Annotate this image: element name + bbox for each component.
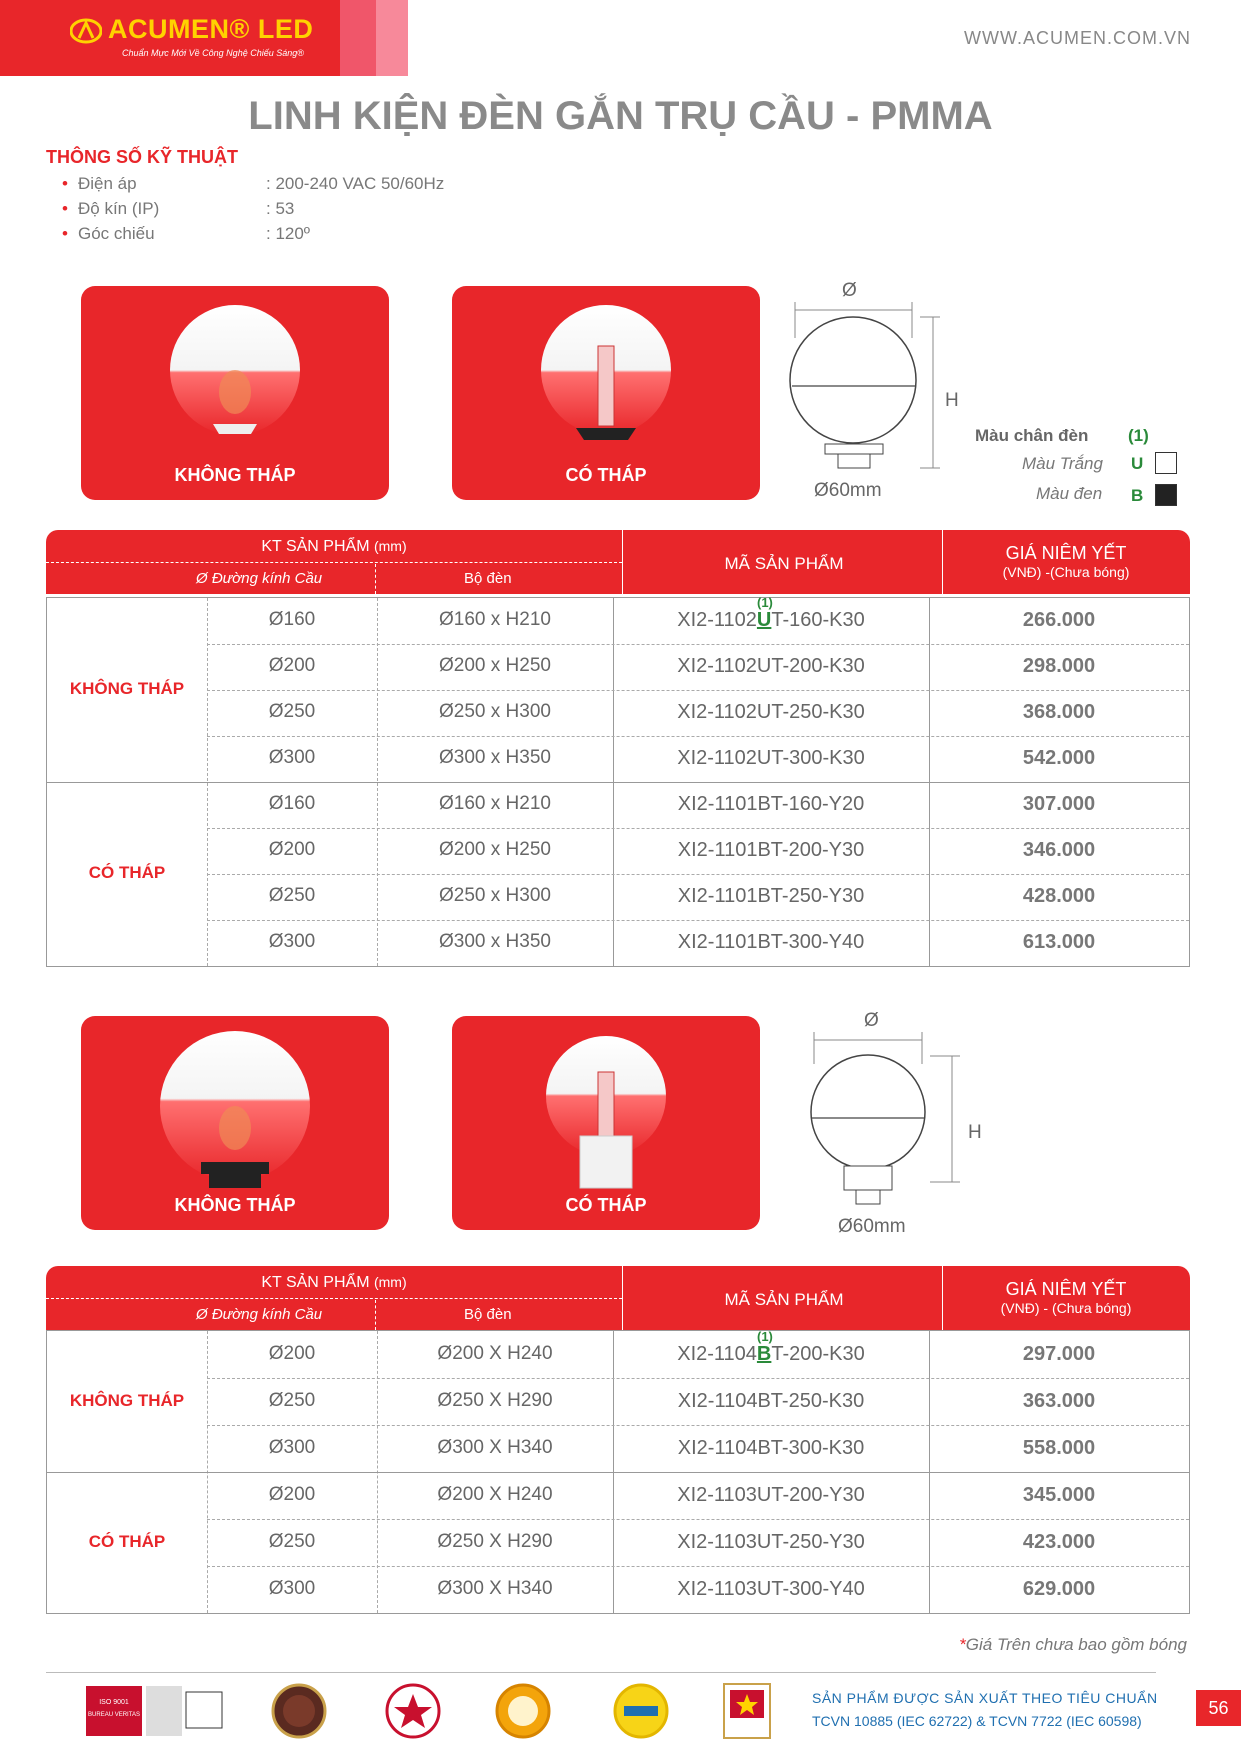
table-row — [207, 1484, 1189, 1508]
cell-diameter: Ø250 — [268, 885, 316, 906]
cell-size: Ø300 X H340 — [437, 1436, 553, 1458]
cell-product-code: XI2-1101BT-200-Y30 — [677, 839, 865, 861]
cell-diameter: Ø250 — [268, 1389, 316, 1411]
cell-product-code: XI2-1104BT-200-K30 (1) — [677, 1328, 865, 1365]
legend-white-code: U — [1131, 454, 1144, 473]
cell-size: Ø160 x H210 — [439, 793, 551, 814]
cell-diameter: Ø300 — [268, 1577, 316, 1599]
cell-price: 363.000 — [1022, 1389, 1096, 1412]
table-row — [207, 1531, 1189, 1555]
vietnam-award-icon — [718, 1682, 776, 1740]
header-fixture: Bộ đèn — [464, 1306, 512, 1323]
spec-label: Độ kín (IP) — [78, 199, 160, 218]
cell-diameter: Ø160 — [268, 793, 316, 814]
cell-diameter: Ø250 — [268, 1530, 316, 1552]
cell-size: Ø250 x H300 — [439, 701, 551, 722]
card-caption: CÓ THÁP — [565, 465, 647, 485]
cell-diameter: Ø200 — [268, 839, 316, 860]
cell-size: Ø200 x H250 — [439, 839, 551, 860]
cell-size: Ø160 x H210 — [439, 609, 551, 630]
price-table-1 — [46, 530, 1190, 970]
cell-size: Ø250 x H300 — [439, 885, 551, 906]
cell-product-code: XI2-1103UT-250-Y30 — [677, 1530, 865, 1553]
website-link[interactable]: WWW.ACUMEN.COM.VN — [964, 28, 1191, 48]
header-kt: KT SẢN PHẨM (mm) — [261, 538, 407, 555]
standard-heading: SẢN PHẨM ĐƯỢC SẢN XUẤT THEO TIÊU CHUẨN — [812, 1690, 1158, 1706]
gold-trust-icon — [270, 1682, 328, 1740]
cell-product-code: XI2-1104BT-250-K30 — [677, 1389, 865, 1412]
cell-price: 266.000 — [1022, 609, 1096, 631]
well-known-icon — [612, 1682, 670, 1740]
cell-price: 428.000 — [1022, 885, 1096, 907]
footnote-ref: (1) — [757, 595, 773, 610]
price-table-2 — [46, 1266, 1190, 1626]
card-caption: CÓ THÁP — [565, 1195, 647, 1215]
cell-diameter: Ø300 — [268, 747, 316, 768]
cell-diameter: Ø250 — [268, 701, 316, 722]
cell-price: 346.000 — [1022, 839, 1096, 861]
brand-slogan: Chuẩn Mực Mới Về Công Nghệ Chiếu Sáng® — [122, 48, 304, 58]
cell-product-code: XI2-1104BT-300-K30 — [677, 1436, 865, 1459]
cell-price: 423.000 — [1022, 1530, 1096, 1553]
header-product-code: MÃ SẢN PHẨM — [724, 554, 844, 573]
cell-price: 558.000 — [1022, 1436, 1096, 1459]
cell-price: 629.000 — [1022, 1577, 1096, 1600]
legend-title: Màu chân đèn — [975, 426, 1089, 445]
cell-size: Ø250 X H290 — [437, 1389, 553, 1411]
header-price: GIÁ NIÊM YẾT (VNĐ) -(Chưa bóng) — [1002, 543, 1130, 580]
cell-price: 613.000 — [1022, 931, 1096, 953]
dim-diameter-label: Ø — [842, 280, 857, 301]
cell-size: Ø250 X H290 — [437, 1530, 553, 1552]
table-row — [207, 885, 1189, 909]
spec-value: : 200-240 VAC 50/60Hz — [266, 174, 445, 193]
cell-diameter: Ø300 — [268, 931, 316, 952]
card-caption: KHÔNG THÁP — [174, 1195, 296, 1215]
svg-text:BUREAU VERITAS: BUREAU VERITAS — [88, 1712, 140, 1718]
page-number: 56 — [1196, 1690, 1241, 1726]
bullet-icon: • — [62, 224, 68, 243]
bullet-icon: • — [62, 174, 68, 193]
cell-price: 542.000 — [1022, 747, 1096, 769]
dimension-diagram-1 — [780, 278, 970, 508]
cell-diameter: Ø300 — [268, 1436, 316, 1458]
table-row — [207, 1328, 1189, 1367]
header-kt: KT SẢN PHẨM (mm) — [261, 1274, 407, 1291]
cell-size: Ø200 x H250 — [439, 655, 551, 676]
product-card-khong-thap-2 — [81, 1016, 389, 1230]
table-row — [207, 931, 1189, 955]
svg-text:ISO 9001: ISO 9001 — [99, 1699, 129, 1706]
legend-ref: (1) — [1128, 426, 1149, 445]
table-body — [46, 597, 1190, 967]
cell-product-code: XI2-1101BT-250-Y30 — [677, 885, 865, 907]
standard-codes: TCVN 10885 (IEC 62722) & TCVN 7722 (IEC 60598) — [812, 1713, 1142, 1729]
table-row — [207, 793, 1189, 817]
cell-product-code: XI2-1101BT-160-Y20 — [677, 793, 865, 815]
product-card-khong-thap-1 — [81, 286, 389, 500]
cell-product-code: XI2-1102UT-160-K30 (1) — [677, 595, 865, 631]
footnote-ref: (1) — [757, 1328, 773, 1344]
acumen-logo-icon — [70, 18, 102, 44]
table-row — [207, 1578, 1189, 1602]
dim-height-label: H — [945, 390, 959, 411]
table-body — [46, 1330, 1190, 1614]
cell-product-code: XI2-1103UT-200-Y30 — [677, 1483, 865, 1506]
cell-price: 307.000 — [1022, 793, 1096, 815]
cell-product-code: XI2-1102UT-300-K30 — [677, 747, 865, 769]
table-header — [46, 530, 1190, 594]
spec-label: Góc chiếu — [78, 224, 155, 243]
bureau-veritas-iso-icon — [86, 1682, 226, 1740]
spec-value: : 120º — [266, 224, 311, 243]
dim-base-label: Ø60mm — [814, 480, 882, 501]
spec-value: : 53 — [266, 199, 295, 218]
cell-product-code: XI2-1102UT-250-K30 — [677, 701, 865, 723]
group-label: KHÔNG THÁP — [69, 1390, 185, 1410]
cell-price: 345.000 — [1022, 1483, 1096, 1506]
footer-divider — [46, 1672, 1156, 1673]
dim-diameter-label: Ø — [864, 1010, 879, 1031]
dim-base-label: Ø60mm — [838, 1216, 906, 1237]
cell-size: Ø300 x H350 — [439, 931, 551, 952]
table-row — [207, 655, 1189, 679]
cell-product-code: XI2-1103UT-300-Y40 — [677, 1577, 865, 1600]
price-note: *Giá Trên chưa bao gồm bóng — [959, 1635, 1187, 1654]
bullet-icon: • — [62, 199, 68, 218]
black-swatch — [1155, 484, 1177, 506]
header-product-code: MÃ SẢN PHẨM — [724, 1290, 844, 1309]
legend-black-label: Màu đen — [1036, 484, 1103, 503]
dimension-diagram-2 — [810, 1010, 1000, 1240]
product-card-co-thap-1 — [452, 286, 760, 500]
table-header — [46, 1266, 1190, 1330]
cell-size: Ø300 X H340 — [437, 1577, 553, 1599]
brand-name: ACUMEN® LED — [108, 14, 314, 44]
cell-price: 368.000 — [1022, 701, 1096, 723]
card-caption: KHÔNG THÁP — [174, 465, 296, 485]
header-diameter: Ø Đường kính Cầu — [196, 570, 323, 587]
star-award-icon — [384, 1682, 442, 1740]
cell-diameter: Ø200 — [268, 1483, 316, 1505]
header-diameter: Ø Đường kính Cầu — [196, 1306, 323, 1323]
cell-size: Ø200 X H240 — [437, 1342, 553, 1364]
cell-diameter: Ø160 — [268, 609, 316, 630]
group-label: CÓ THÁP — [88, 1531, 166, 1551]
table-row — [207, 747, 1189, 771]
legend-white-label: Màu Trắng — [1022, 454, 1103, 473]
white-swatch — [1155, 452, 1177, 474]
page-title: LINH KIỆN ĐÈN GẮN TRỤ CẦU - PMMA — [248, 94, 993, 138]
cell-diameter: Ø200 — [268, 655, 316, 676]
cell-product-code: XI2-1101BT-300-Y40 — [677, 931, 865, 953]
header-price: GIÁ NIÊM YẾT (VNĐ) - (Chưa bóng) — [1000, 1279, 1132, 1316]
cell-price: 297.000 — [1022, 1342, 1096, 1365]
product-card-co-thap-2 — [452, 1016, 760, 1230]
group-label: CÓ THÁP — [88, 863, 166, 882]
cell-price: 298.000 — [1022, 655, 1096, 677]
table-row — [207, 1437, 1189, 1461]
header-fixture: Bộ đèn — [464, 570, 512, 587]
cell-size: Ø200 X H240 — [437, 1483, 553, 1505]
cell-size: Ø300 x H350 — [439, 747, 551, 768]
cell-product-code: XI2-1102UT-200-K30 — [677, 655, 865, 677]
table-row — [207, 595, 1189, 633]
brand-award-icon — [494, 1682, 552, 1740]
table-row — [207, 1390, 1189, 1414]
table-row — [207, 701, 1189, 725]
group-label: KHÔNG THÁP — [69, 679, 185, 698]
dim-height-label: H — [968, 1122, 982, 1143]
specs-heading: THÔNG SỐ KỸ THUẬT — [46, 147, 238, 167]
legend-black-code: B — [1131, 486, 1144, 505]
cell-diameter: Ø200 — [268, 1342, 316, 1364]
spec-label: Điện áp — [78, 174, 137, 193]
table-row — [207, 839, 1189, 863]
